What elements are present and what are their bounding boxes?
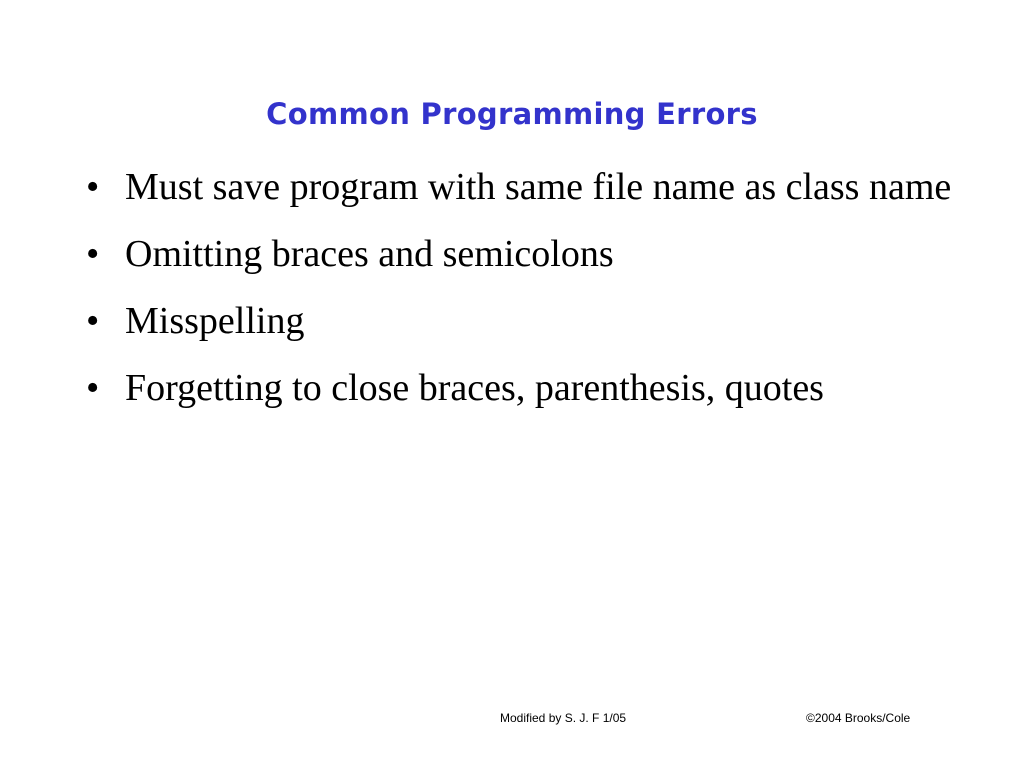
footer-modified-note: Modified by S. J. F 1/05 [500, 711, 627, 725]
bullet-icon: • [86, 233, 100, 275]
bullet-item [86, 227, 966, 281]
bullet-icon: • [86, 300, 100, 342]
bullet-text: Omitting braces and semicolons [125, 233, 614, 275]
bullet-icon: • [86, 166, 100, 208]
bullet-text: Forgetting to close braces, parenthesis, quotes [125, 367, 824, 409]
slide-title: Common Programming Errors [266, 97, 758, 131]
bullet-text: Must save program with same file name as class name [125, 166, 952, 208]
bullet-item [86, 361, 966, 415]
bullet-item [86, 294, 966, 348]
bullet-list [86, 160, 966, 428]
footer-copyright: ©2004 Brooks/Cole [806, 711, 911, 725]
bullet-item [86, 160, 966, 214]
bullet-text: Misspelling [125, 300, 305, 342]
bullet-icon: • [86, 367, 100, 409]
